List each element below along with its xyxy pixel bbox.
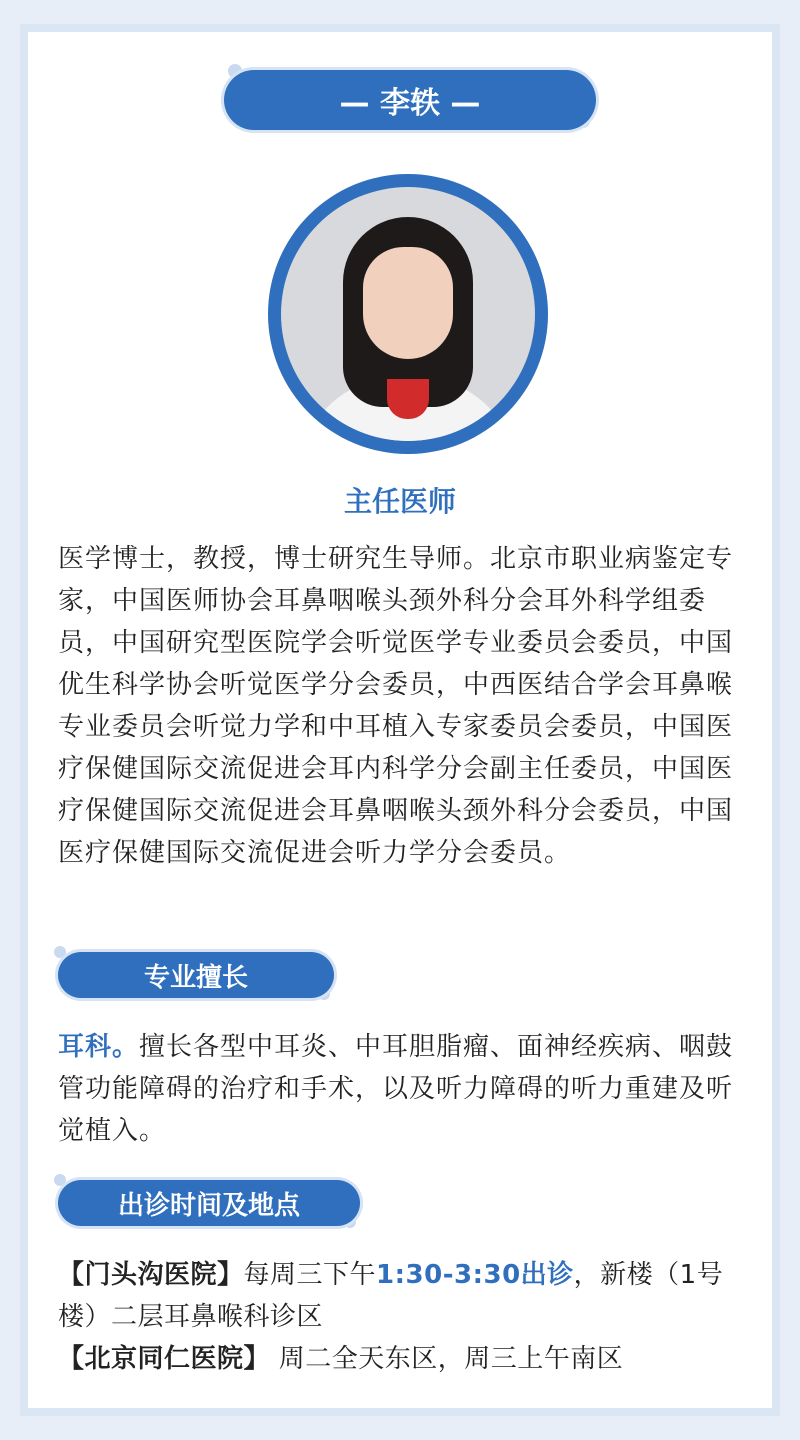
doctor-bio: 医学博士，教授，博士研究生导师。北京市职业病鉴定专家，中国医师协会耳鼻咽喉头颈外科分会耳外科学组委员，中国研究型医院学会听觉医学专业委员会委员，中国优生科学协会听觉医学分会委员，中西医结合学会耳鼻喉专业委员会听觉力学和中耳植入专家委员会委员，中国医疗保健国际交流促进会耳内科学分会副主任委员，中国医疗保健国际交流促进会耳鼻咽喉头颈外科分会委员，中国医疗保健国际交流促进会听力学分会委员。 — [58, 544, 734, 868]
avatar — [268, 174, 548, 454]
doctor-title: 主任医师 — [343, 485, 456, 518]
schedule-location: ，新楼（1号楼）二层耳鼻喉科诊区 — [58, 1260, 724, 1332]
decor-dot — [54, 946, 66, 958]
hospital-name: 【门头沟医院】 — [58, 1260, 244, 1290]
schedule-list — [58, 1254, 748, 1380]
schedule-entry — [58, 1254, 748, 1338]
schedule-heading-label: 出诊时间及地点 — [117, 1190, 300, 1221]
schedule-time: 每周三下午 — [243, 1260, 377, 1290]
specialty-description: 擅长各型中耳炎、中耳胆脂瘤、面神经疾病、咽鼓管功能障碍的治疗和手术，以及听力障碍的听力重建及听觉植入。 — [58, 1032, 734, 1146]
specialty-heading — [58, 952, 334, 998]
profile-card — [20, 24, 780, 1416]
doctor-name: — 李轶 — — [339, 86, 481, 121]
doctor-name-banner — [224, 70, 596, 130]
specialty-heading-label: 专业擅长 — [143, 962, 248, 993]
specialty-field: 耳科。 — [58, 1032, 140, 1062]
schedule-heading — [58, 1180, 360, 1226]
schedule-time: 周二全天东区，周三上午南区 — [270, 1344, 624, 1374]
schedule-entry — [58, 1338, 748, 1380]
decor-dot — [54, 1174, 66, 1186]
schedule-highlight: 1:30-3:30出诊 — [376, 1260, 574, 1290]
hospital-name: 【北京同仁医院】 — [58, 1344, 271, 1374]
avatar-photo — [281, 187, 535, 441]
specialty-text — [58, 1026, 748, 1152]
